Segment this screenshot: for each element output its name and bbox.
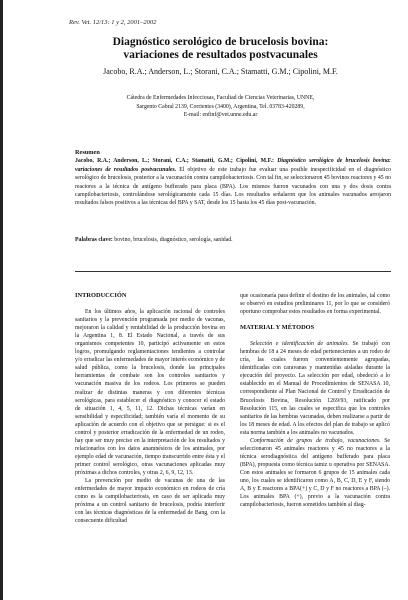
section-heading-methods: MATERIAL Y MÉTODOS: [240, 324, 315, 332]
affiliation-line: Cátedra de Enfermedades Infecciosas, Facultad de Ciencias Veterinarias, UNNE,: [126, 95, 315, 101]
abstract-citation-authors: Jacobo, R.A.; Anderson, L.; Storani, C.A.; Stamatti, G.M.; Cipolini, M.F.:: [75, 158, 274, 165]
paragraph: [240, 340, 390, 437]
paragraph: La prevención por medio de vacunas de una de las enfermedades de mayor impacto económico en rodeos de cría como es la campilobacteriosis, en caso de ser aplicada muy próxima a un control sanitario de brucelosis, podría interferir con las técnicas diagnósticas de la enfermedad de Bang, con la consecuente dificultad: [75, 478, 225, 525]
abstract: [75, 149, 391, 208]
journal-reference: Rev. Vet. 12/13: 1 y 2, 2001–2002: [69, 19, 157, 26]
column-left: [75, 292, 225, 525]
paragraph-text: Se trabajó con hembras de 18 a 24 meses de edad pertenecientes a un rodeo de cría, las cuales fueron convenientemente agrupadas, identificadas con caravanas y mantenidas aisladas durante la ejecución del proyecto. La selección por edad, obedeció a lo establecido en el Manual de Procedimientos de SENASA 10, correspondiente al Plan Nacional de Control y Erradicación de Brucelosis Bovina, Resolución 1269/93, ratificado por Resolución 115, en las cuales se especifica que los controles sanitarios de las hembras vacunadas, deben realizarse a partir de los 18 meses de edad. A los efectos del plan de trabajo se aplicó esta norma también a los animales no vacunados.: [240, 341, 390, 436]
affiliation-line: Sargento Cabral 2139, Corrientes (3400), Argentina, Tel. 03783-420289,: [136, 103, 305, 110]
affiliation: [43, 94, 398, 120]
column-right: [240, 292, 390, 509]
keywords: [75, 236, 391, 244]
section-heading-introduction: INTRODUCCIÓN: [75, 292, 127, 299]
author-list: Jacobo, R.A.; Anderson, L.; Storani, C.A.; Stamatti, G.M.; Cipolini, M.F.: [103, 67, 338, 76]
abstract-body: [75, 157, 391, 207]
abstract-citation-title: Diagnóstico serológico de brucelosis bovina: variaciones de resultados postvacunales.: [75, 158, 391, 173]
subheading: Conformación de grupos de trabajo, vacunaciones.: [250, 437, 381, 444]
subheading: Selección e identificación de animales.: [250, 341, 349, 348]
paragraph: [240, 437, 390, 509]
keywords-text: bovino, brucelosis, diagnóstico, serología, sanidad.: [114, 237, 233, 243]
keywords-label: Palabras clave:: [75, 237, 113, 243]
title-line: Diagnóstico serológico de brucelosis bovina:: [112, 36, 329, 48]
abstract-heading: Resumen: [75, 149, 100, 156]
paragraph: que ocasionaría para definir el destino de los animales, tal como se observó en estudios preliminares 11, por lo que se consideró oportuno comprobar estos resultados en forma experimental.: [240, 293, 390, 316]
title-line: variaciones de resultados postvacunales: [123, 48, 318, 61]
section-divider: [75, 271, 391, 272]
affiliation-email: E-mail: enfinf@vet.unne.edu.ar: [183, 112, 258, 119]
article-title: [43, 36, 398, 61]
paragraph: En los últimos años, la aplicación racional de controles sanitarios y la prevención programada por medio de vacunas, mejoraron la calidad y rentabilidad de la producción bovina en la Argentina 1, 8. El Estado Nacional, a través de sus organismos competentes 10, participó activamente en estos logros, promulgando reglamentaciones tendientes a controlar y/o erradicar las enfermedades de mayor interés económico y de salud pública, como la brucelosis, donde las principales herramientas de combate son los controles sanitarios y vacunación masiva de los rodeos. Los primeros se pueden realizar de distintas maneras y con diferentes técnicas serológicas, para establecer el diagnóstico y conocer el estado de situación 1, 4, 5, 11, 12. Dichas técnicas varían en sensibilidad y especificidad; también varía el momento de su aplicación de acuerdo con el objetivo que se persigue: si es el control y posterior erradicación de la enfermedad de un rodeo, hay que ser muy preciso en la interpretación de los resultados y relacionarlos con los datos anamnésicos de los animales, por ejemplo edad de vacunación, tiempo transcurrido entre ésta y el primer control serológico, otras vacunaciones aplicadas muy próximas a dichos controles, y otras 2, 6, 9, 12, 13.: [75, 309, 225, 476]
paragraph-text: Se seleccionaron 45 animales reactores y 45 no reactores a la técnica serodiagnóstica del antígeno bufferado para placa (BPA), propuesta como técnica tamiz u operativa por SENASA. Con estos animales se formaron 6 grupos de 15 animales cada uno, los cuales se identificaron como A, B, C, D, E y F, siendo A, B y E reactores a BPA(+) y C, D y F no reactores a BPA (–). Los animales BPA (+), previo a la vacunación contra campilobacteriosis, fueron sometidos también al diag-: [240, 437, 390, 509]
abstract-text: El objetivo de este trabajo fue evaluar una posible inespecificidad en el diagnóstico serológico de brucelosis, posterior a la vacunación contra campilobacteriosis. Con tal fin, se seleccionaron 45 bovinos reactores y 45 no reactores a la técnica de antígeno bufferado para placa (BPA). Los mismos fueron vacunados con una y dos dosis contra campilobacteriosis, controlándose serológicamente cada 15 días. Los resultados señalaron que los animales vacunados arrojaron resultados falsos positivos a las técnicas del BPA y SAT, desde los 15 hasta los 45 días post-vacunación.: [75, 166, 391, 207]
